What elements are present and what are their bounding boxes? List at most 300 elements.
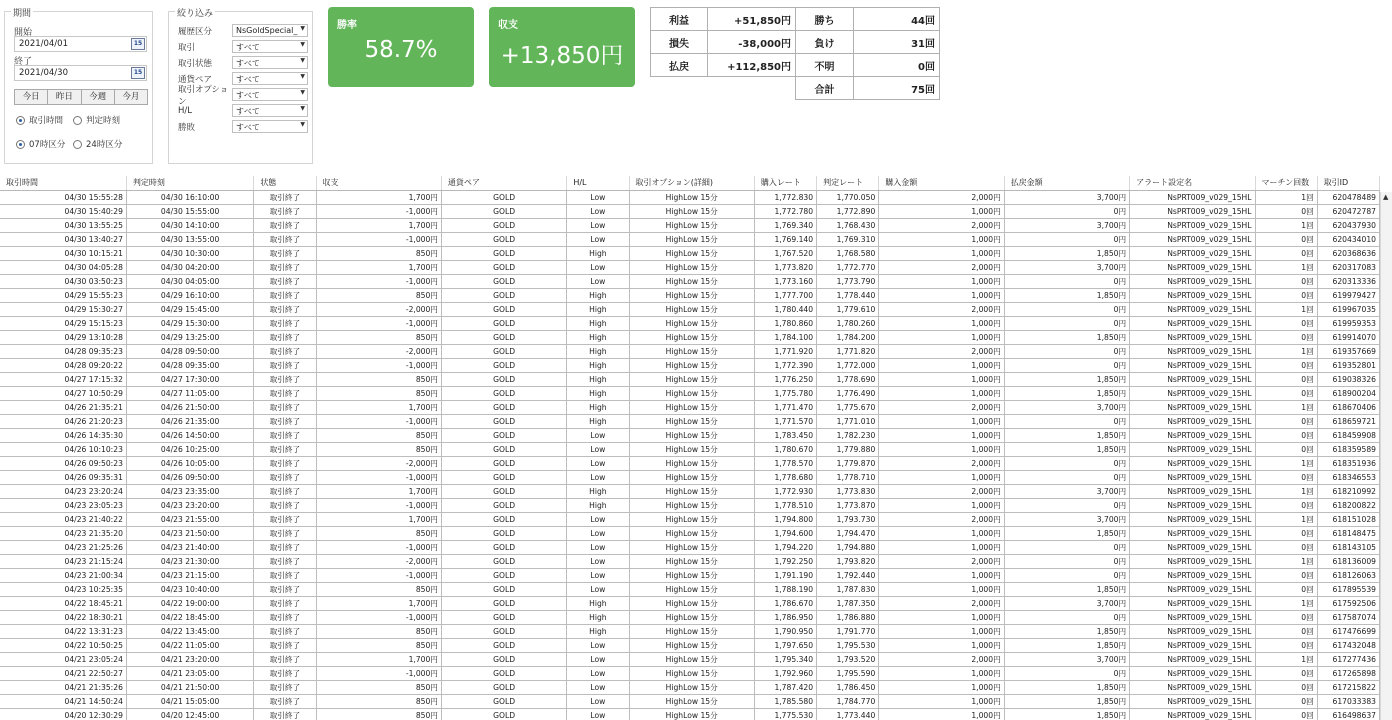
table-cell: 1,794.470 xyxy=(817,526,879,540)
table-cell: 617895539 xyxy=(1317,582,1379,596)
table-cell: 1,768.430 xyxy=(817,218,879,232)
table-cell: 2,000円 xyxy=(879,512,1004,526)
income-card xyxy=(489,7,635,87)
table-cell: 0回 xyxy=(1255,428,1317,442)
table-cell: 1,787.350 xyxy=(817,596,879,610)
table-cell: GOLD xyxy=(441,330,566,344)
filter-row xyxy=(178,24,308,37)
column-header[interactable]: 通貨ペア xyxy=(441,176,566,190)
table-cell: 04/23 21:50:00 xyxy=(126,526,253,540)
this-week-button[interactable]: 今週 xyxy=(81,89,115,105)
table-cell: 617033383 xyxy=(1317,694,1379,708)
radio-24h-zone[interactable] xyxy=(73,138,122,150)
table-cell: 1回 xyxy=(1255,554,1317,568)
quick-range-buttons xyxy=(14,89,147,105)
table-cell: 1,778.570 xyxy=(754,456,816,470)
table-cell: 618136009 xyxy=(1317,554,1379,568)
table-cell: 850円 xyxy=(316,526,441,540)
table-cell: 04/28 09:35:00 xyxy=(126,358,253,372)
table-cell: High xyxy=(567,344,629,358)
table-row[interactable] xyxy=(0,232,1380,246)
table-cell: 04/30 14:10:00 xyxy=(126,218,253,232)
table-cell: 1,850円 xyxy=(1004,428,1129,442)
today-button[interactable]: 今日 xyxy=(14,89,48,105)
table-row[interactable] xyxy=(0,498,1380,512)
table-row[interactable] xyxy=(0,512,1380,526)
table-cell: 0円 xyxy=(1004,316,1129,330)
table-cell: 04/26 10:25:00 xyxy=(126,442,253,456)
calendar-icon[interactable]: 15 xyxy=(131,38,145,50)
table-cell: 1,772.930 xyxy=(754,484,816,498)
table-cell: 618210992 xyxy=(1317,484,1379,498)
table-cell: 取引終了 xyxy=(254,344,316,358)
table-cell: HighLow 15分 xyxy=(629,274,754,288)
table-cell: 04/30 13:55:25 xyxy=(0,218,126,232)
table-cell: 617432048 xyxy=(1317,638,1379,652)
table-row[interactable] xyxy=(0,540,1380,554)
table-cell: 1回 xyxy=(1255,218,1317,232)
table-cell: 0円 xyxy=(1004,540,1129,554)
table-cell: 1,777.700 xyxy=(754,288,816,302)
table-cell: 618359589 xyxy=(1317,442,1379,456)
table-cell: 850円 xyxy=(316,288,441,302)
table-row[interactable] xyxy=(0,484,1380,498)
table-cell: NsPRT009_v029_15HL xyxy=(1130,526,1255,540)
radio-trade-time[interactable] xyxy=(16,114,63,126)
table-row[interactable] xyxy=(0,666,1380,680)
filter-label: 勝敗 xyxy=(178,122,196,133)
table-cell: 619352801 xyxy=(1317,358,1379,372)
yesterday-button[interactable]: 昨日 xyxy=(47,89,81,105)
column-header[interactable]: アラート設定名 xyxy=(1130,176,1255,190)
table-cell: -1,000円 xyxy=(316,666,441,680)
table-row[interactable] xyxy=(0,274,1380,288)
table-cell: NsPRT009_v029_15HL xyxy=(1130,204,1255,218)
filter-label: 履歴区分 xyxy=(178,26,213,37)
table-cell: HighLow 15分 xyxy=(629,624,754,638)
table-cell: NsPRT009_v029_15HL xyxy=(1130,596,1255,610)
table-row[interactable] xyxy=(0,526,1380,540)
table-cell: 04/29 15:30:00 xyxy=(126,316,253,330)
profit-label: 利益 xyxy=(651,8,708,31)
table-row[interactable] xyxy=(0,582,1380,596)
column-header[interactable]: 判定レート xyxy=(817,176,879,190)
table-cell: 04/23 21:15:24 xyxy=(0,554,126,568)
column-header[interactable]: 払戻金額 xyxy=(1004,176,1129,190)
table-cell: 1,000円 xyxy=(879,414,1004,428)
table-cell: HighLow 15分 xyxy=(629,372,754,386)
filter-group xyxy=(168,11,313,164)
table-cell: 2,000円 xyxy=(879,400,1004,414)
table-cell: 1,792.960 xyxy=(754,666,816,680)
table-cell: 620317083 xyxy=(1317,260,1379,274)
table-cell: 04/22 13:31:23 xyxy=(0,624,126,638)
table-cell: 2,000円 xyxy=(879,344,1004,358)
table-cell: 1,000円 xyxy=(879,610,1004,624)
table-cell: NsPRT009_v029_15HL xyxy=(1130,260,1255,274)
table-cell: HighLow 15分 xyxy=(629,484,754,498)
table-cell: 04/21 14:50:24 xyxy=(0,694,126,708)
table-cell: GOLD xyxy=(441,484,566,498)
table-cell: -1,000円 xyxy=(316,470,441,484)
table-cell: 取引終了 xyxy=(254,274,316,288)
table-cell: 1,850円 xyxy=(1004,680,1129,694)
table-cell: 0回 xyxy=(1255,624,1317,638)
table-cell: 618151028 xyxy=(1317,512,1379,526)
table-cell: 取引終了 xyxy=(254,526,316,540)
table-cell: 04/26 09:35:31 xyxy=(0,470,126,484)
table-row[interactable] xyxy=(0,316,1380,330)
table-cell: 取引終了 xyxy=(254,260,316,274)
filter-select-value: すべて xyxy=(236,43,260,52)
table-cell: 618126063 xyxy=(1317,568,1379,582)
table-cell: GOLD xyxy=(441,582,566,596)
table-row[interactable] xyxy=(0,358,1380,372)
table-cell: 取引終了 xyxy=(254,498,316,512)
table-cell: 618143105 xyxy=(1317,540,1379,554)
table-cell: 1,773.790 xyxy=(817,274,879,288)
filter-label: 取引 xyxy=(178,42,196,53)
start-date-field[interactable] xyxy=(14,36,147,52)
table-cell: 1,778.680 xyxy=(754,470,816,484)
table-cell: 2,000円 xyxy=(879,302,1004,316)
table-cell: 1,795.340 xyxy=(754,652,816,666)
table-cell: HighLow 15分 xyxy=(629,512,754,526)
table-cell: 取引終了 xyxy=(254,232,316,246)
table-cell: 1,769.140 xyxy=(754,232,816,246)
table-row[interactable] xyxy=(0,400,1380,414)
table-cell: GOLD xyxy=(441,386,566,400)
filter-row xyxy=(178,104,308,117)
table-row[interactable] xyxy=(0,190,1380,204)
table-cell: 1,794.220 xyxy=(754,540,816,554)
table-cell: NsPRT009_v029_15HL xyxy=(1130,442,1255,456)
table-cell: NsPRT009_v029_15HL xyxy=(1130,316,1255,330)
column-header[interactable]: 取引ID xyxy=(1317,176,1379,190)
column-header[interactable]: 取引時間 xyxy=(0,176,126,190)
table-cell: 0回 xyxy=(1255,526,1317,540)
table-cell: NsPRT009_v029_15HL xyxy=(1130,456,1255,470)
table-cell: 取引終了 xyxy=(254,610,316,624)
table-cell: 3,700円 xyxy=(1004,652,1129,666)
table-row[interactable] xyxy=(0,470,1380,484)
table-cell: 1,792.250 xyxy=(754,554,816,568)
table-cell: 1,794.880 xyxy=(817,540,879,554)
column-header[interactable]: マーチン回数 xyxy=(1255,176,1317,190)
table-row[interactable] xyxy=(0,610,1380,624)
table-row[interactable] xyxy=(0,330,1380,344)
table-cell: 0回 xyxy=(1255,316,1317,330)
table-cell: Low xyxy=(567,470,629,484)
table-cell: 1,850円 xyxy=(1004,330,1129,344)
table-cell: -2,000円 xyxy=(316,456,441,470)
table-row[interactable] xyxy=(0,708,1380,720)
table-cell: 3,700円 xyxy=(1004,400,1129,414)
table-cell: 04/21 22:50:27 xyxy=(0,666,126,680)
radio-07h-zone[interactable] xyxy=(16,138,65,150)
table-cell: NsPRT009_v029_15HL xyxy=(1130,694,1255,708)
table-cell: 0円 xyxy=(1004,274,1129,288)
table-row[interactable] xyxy=(0,204,1380,218)
table-cell: HighLow 15分 xyxy=(629,596,754,610)
table-cell: 1,850円 xyxy=(1004,526,1129,540)
table-cell: GOLD xyxy=(441,512,566,526)
table-cell: 617215822 xyxy=(1317,680,1379,694)
table-cell: 04/27 11:05:00 xyxy=(126,386,253,400)
this-month-button[interactable]: 今月 xyxy=(114,89,148,105)
filter-label: H/L xyxy=(178,105,192,116)
end-label: 終了 xyxy=(14,57,33,67)
table-cell: 取引終了 xyxy=(254,624,316,638)
table-cell: 1,780.440 xyxy=(754,302,816,316)
table-cell: 2,000円 xyxy=(879,596,1004,610)
table-cell: High xyxy=(567,358,629,372)
table-cell: 0回 xyxy=(1255,204,1317,218)
table-cell: 0回 xyxy=(1255,470,1317,484)
table-cell: 1,793.730 xyxy=(817,512,879,526)
table-cell: HighLow 15分 xyxy=(629,218,754,232)
table-cell: 0回 xyxy=(1255,288,1317,302)
table-cell: -1,000円 xyxy=(316,204,441,218)
table-cell: 04/30 10:15:21 xyxy=(0,246,126,260)
filter-select-value: NsGoldSpecial_ xyxy=(236,26,298,35)
table-cell: 1,773.830 xyxy=(817,484,879,498)
dropdown-arrow-icon: ▼ xyxy=(300,73,305,80)
filter-label: 取引状態 xyxy=(178,58,213,69)
table-cell: 1回 xyxy=(1255,484,1317,498)
filter-select-value: すべて xyxy=(236,91,260,100)
table-cell: 620437930 xyxy=(1317,218,1379,232)
table-row[interactable] xyxy=(0,652,1380,666)
table-cell: High xyxy=(567,302,629,316)
table-row[interactable] xyxy=(0,344,1380,358)
period-group xyxy=(4,11,153,164)
table-cell: -1,000円 xyxy=(316,232,441,246)
table-row[interactable] xyxy=(0,246,1380,260)
table-cell: 1,000円 xyxy=(879,428,1004,442)
table-cell: -2,000円 xyxy=(316,554,441,568)
column-header[interactable]: 判定時刻 xyxy=(126,176,253,190)
filter-select[interactable] xyxy=(232,88,308,101)
column-header[interactable]: 収支 xyxy=(316,176,441,190)
table-cell: GOLD xyxy=(441,568,566,582)
table-cell: 1,787.420 xyxy=(754,680,816,694)
table-cell: 1,000円 xyxy=(879,232,1004,246)
table-cell: 850円 xyxy=(316,246,441,260)
table-row[interactable] xyxy=(0,624,1380,638)
table-cell: NsPRT009_v029_15HL xyxy=(1130,470,1255,484)
table-cell: 1,797.650 xyxy=(754,638,816,652)
table-cell: 620368636 xyxy=(1317,246,1379,260)
table-cell: 1,780.670 xyxy=(754,442,816,456)
table-cell: 04/30 10:30:00 xyxy=(126,246,253,260)
table-cell: High xyxy=(567,498,629,512)
table-cell: 1,767.520 xyxy=(754,246,816,260)
table-cell: GOLD xyxy=(441,680,566,694)
table-row[interactable] xyxy=(0,456,1380,470)
table-cell: 1,786.950 xyxy=(754,610,816,624)
filter-select[interactable] xyxy=(232,24,308,37)
table-cell: 04/27 17:30:00 xyxy=(126,372,253,386)
table-cell: 1,773.870 xyxy=(817,498,879,512)
table-cell: NsPRT009_v029_15HL xyxy=(1130,400,1255,414)
table-cell: 04/23 23:35:00 xyxy=(126,484,253,498)
payout-label: 払戻 xyxy=(651,54,708,77)
table-row[interactable] xyxy=(0,568,1380,582)
filter-select[interactable] xyxy=(232,120,308,133)
table-cell: 3,700円 xyxy=(1004,596,1129,610)
table-cell: 取引終了 xyxy=(254,386,316,400)
table-cell: 04/30 04:05:00 xyxy=(126,274,253,288)
table-cell: 1,793.520 xyxy=(817,652,879,666)
table-cell: 04/22 19:00:00 xyxy=(126,596,253,610)
table-cell: 1,773.160 xyxy=(754,274,816,288)
end-date-value: 2021/04/30 xyxy=(19,68,68,78)
table-cell: 取引終了 xyxy=(254,554,316,568)
table-cell: HighLow 15分 xyxy=(629,190,754,204)
table-cell: 0円 xyxy=(1004,470,1129,484)
column-header[interactable]: 購入金額 xyxy=(879,176,1004,190)
table-cell: GOLD xyxy=(441,428,566,442)
table-cell: 1,784.770 xyxy=(817,694,879,708)
filter-select[interactable] xyxy=(232,104,308,117)
table-cell: HighLow 15分 xyxy=(629,232,754,246)
table-cell: 1,000円 xyxy=(879,568,1004,582)
dropdown-arrow-icon: ▼ xyxy=(300,105,305,112)
table-cell: GOLD xyxy=(441,526,566,540)
table-row[interactable] xyxy=(0,638,1380,652)
table-row[interactable] xyxy=(0,554,1380,568)
table-cell: 1,771.920 xyxy=(754,344,816,358)
table-cell: Low xyxy=(567,274,629,288)
table-cell: 1,786.670 xyxy=(754,596,816,610)
table-cell: 1,785.580 xyxy=(754,694,816,708)
table-cell: High xyxy=(567,330,629,344)
table-cell: High xyxy=(567,316,629,330)
table-cell: 1,773.820 xyxy=(754,260,816,274)
column-header[interactable]: 状態 xyxy=(254,176,316,190)
table-cell: 0円 xyxy=(1004,498,1129,512)
table-cell: 1回 xyxy=(1255,302,1317,316)
table-cell: 2,000円 xyxy=(879,652,1004,666)
column-header[interactable]: 取引オプション(詳細) xyxy=(629,176,754,190)
table-cell: 取引終了 xyxy=(254,484,316,498)
total-label: 合計 xyxy=(796,77,854,100)
table-cell: 618459908 xyxy=(1317,428,1379,442)
dropdown-arrow-icon: ▼ xyxy=(300,57,305,64)
table-cell: NsPRT009_v029_15HL xyxy=(1130,708,1255,720)
table-cell: 1,779.880 xyxy=(817,442,879,456)
table-cell: 04/27 17:15:32 xyxy=(0,372,126,386)
table-cell: HighLow 15分 xyxy=(629,498,754,512)
table-cell: 1,783.450 xyxy=(754,428,816,442)
loss-label: 損失 xyxy=(651,31,708,54)
table-cell: 1,778.440 xyxy=(817,288,879,302)
table-row[interactable] xyxy=(0,288,1380,302)
table-cell: 1回 xyxy=(1255,596,1317,610)
filter-select-value: すべて xyxy=(236,59,260,68)
table-cell: 0回 xyxy=(1255,232,1317,246)
table-row[interactable] xyxy=(0,218,1380,232)
table-cell: 04/30 15:55:00 xyxy=(126,204,253,218)
table-row[interactable] xyxy=(0,386,1380,400)
table-cell: High xyxy=(567,414,629,428)
table-cell: 04/30 03:50:23 xyxy=(0,274,126,288)
table-cell: 取引終了 xyxy=(254,596,316,610)
filter-select[interactable] xyxy=(232,40,308,53)
table-cell: Low xyxy=(567,554,629,568)
table-cell: 618900204 xyxy=(1317,386,1379,400)
table-cell: 1,780.260 xyxy=(817,316,879,330)
table-row[interactable] xyxy=(0,260,1380,274)
table-cell: 3,700円 xyxy=(1004,190,1129,204)
table-cell: 1,768.580 xyxy=(817,246,879,260)
table-cell: GOLD xyxy=(441,694,566,708)
table-row[interactable] xyxy=(0,414,1380,428)
table-row[interactable] xyxy=(0,302,1380,316)
table-cell: Low xyxy=(567,680,629,694)
table-cell: 0回 xyxy=(1255,442,1317,456)
filter-select[interactable] xyxy=(232,56,308,69)
table-row[interactable] xyxy=(0,680,1380,694)
column-header[interactable]: 購入レート xyxy=(754,176,816,190)
table-cell: NsPRT009_v029_15HL xyxy=(1130,638,1255,652)
table-cell: 04/22 13:45:00 xyxy=(126,624,253,638)
table-cell: High xyxy=(567,596,629,610)
table-cell: 850円 xyxy=(316,582,441,596)
win-rate-label: 勝率 xyxy=(337,20,357,31)
trade-history-grid[interactable] xyxy=(0,176,1392,720)
scroll-up-arrow-icon[interactable]: ▲ xyxy=(1383,193,1389,201)
table-cell: 1,772.890 xyxy=(817,204,879,218)
table-cell: Low xyxy=(567,442,629,456)
table-cell: Low xyxy=(567,708,629,720)
table-cell: 1回 xyxy=(1255,652,1317,666)
table-row[interactable] xyxy=(0,694,1380,708)
start-label: 開始 xyxy=(14,28,33,38)
filter-row xyxy=(178,40,308,53)
table-cell: 04/23 21:55:00 xyxy=(126,512,253,526)
table-cell: -1,000円 xyxy=(316,568,441,582)
table-cell: HighLow 15分 xyxy=(629,302,754,316)
table-cell: 1,000円 xyxy=(879,708,1004,720)
table-row[interactable] xyxy=(0,372,1380,386)
table-cell: NsPRT009_v029_15HL xyxy=(1130,428,1255,442)
table-row[interactable] xyxy=(0,442,1380,456)
radio-judge-time[interactable] xyxy=(73,114,120,126)
table-row[interactable] xyxy=(0,596,1380,610)
table-cell: 0回 xyxy=(1255,246,1317,260)
end-date-field[interactable] xyxy=(14,65,147,81)
table-cell: 1,000円 xyxy=(879,624,1004,638)
table-cell: 2,000円 xyxy=(879,190,1004,204)
table-cell: 04/28 09:50:00 xyxy=(126,344,253,358)
table-row[interactable] xyxy=(0,428,1380,442)
table-cell: 取引終了 xyxy=(254,680,316,694)
table-cell: 04/30 16:10:00 xyxy=(126,190,253,204)
column-header[interactable]: H/L xyxy=(567,176,629,190)
table-cell: 04/26 10:10:23 xyxy=(0,442,126,456)
table-cell: 04/23 21:40:22 xyxy=(0,512,126,526)
calendar-icon[interactable]: 15 xyxy=(131,67,145,79)
table-cell: 1,769.340 xyxy=(754,218,816,232)
vertical-scrollbar[interactable] xyxy=(1380,192,1392,720)
table-cell: GOLD xyxy=(441,708,566,720)
table-cell: HighLow 15分 xyxy=(629,666,754,680)
filter-select[interactable] xyxy=(232,72,308,85)
table-cell: 取引終了 xyxy=(254,414,316,428)
table-cell: 取引終了 xyxy=(254,428,316,442)
